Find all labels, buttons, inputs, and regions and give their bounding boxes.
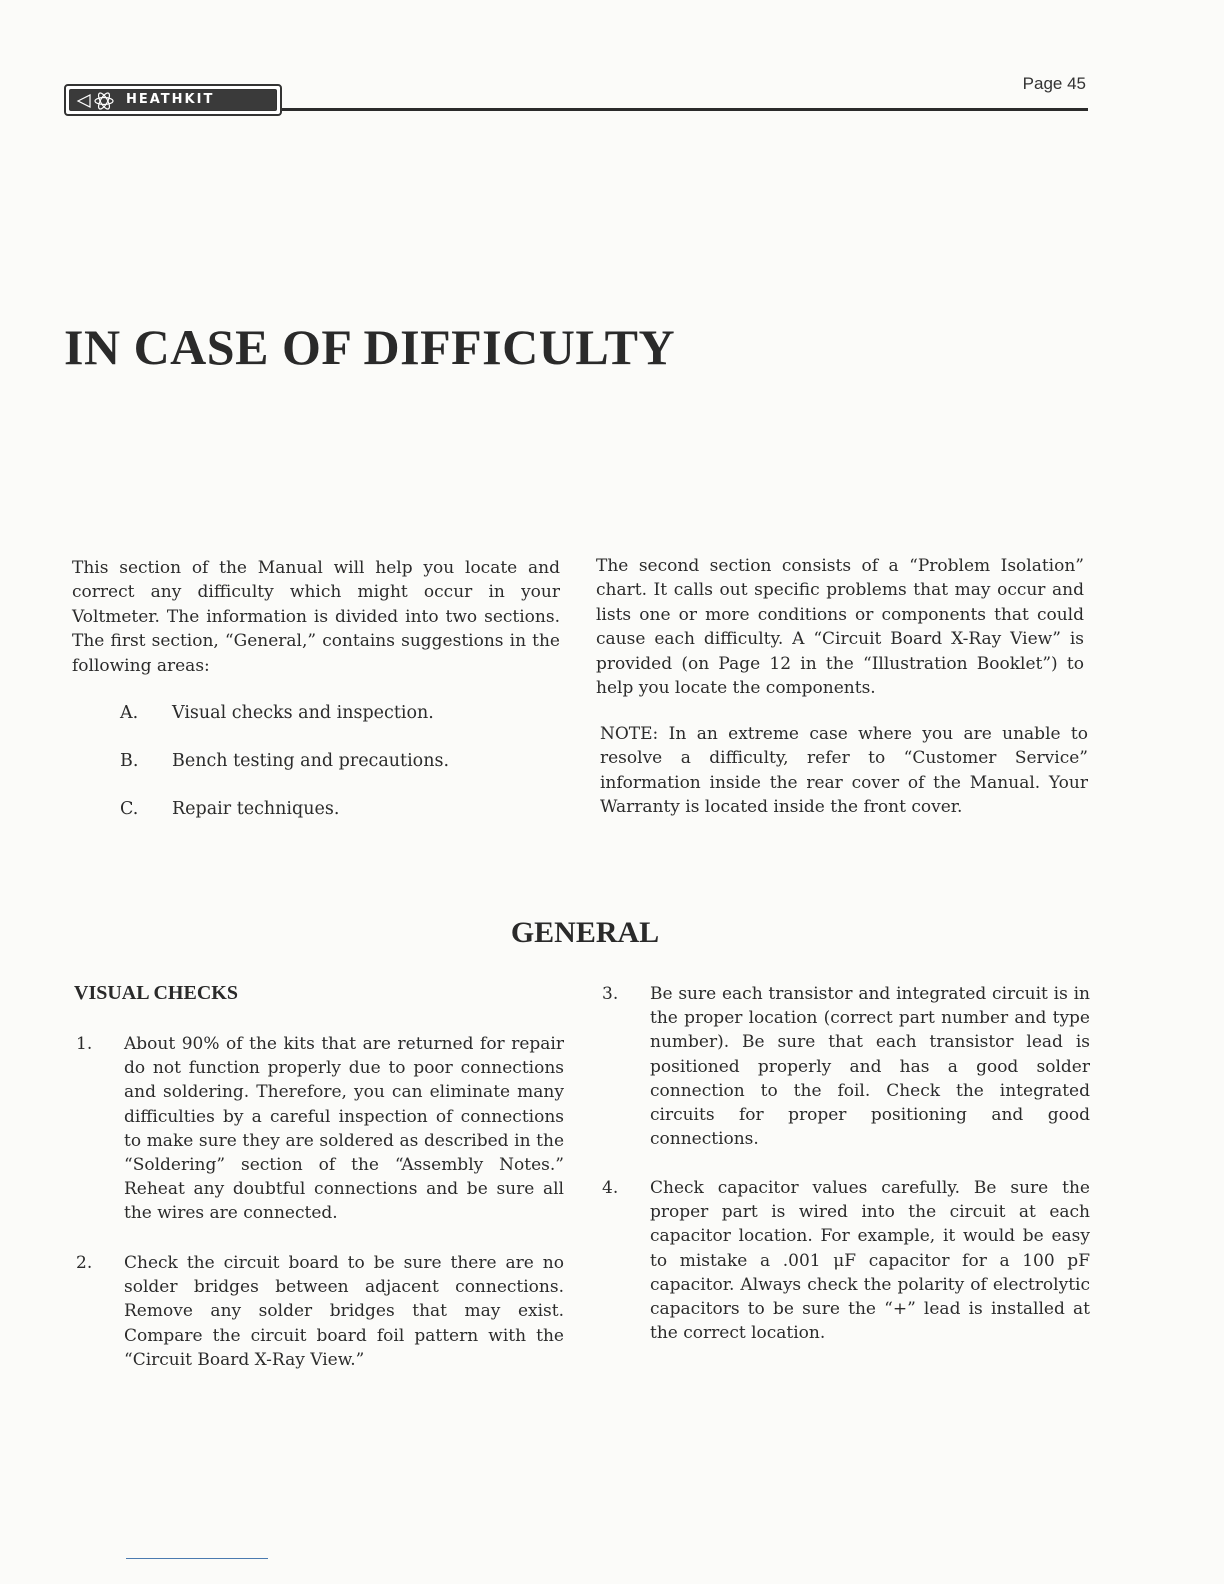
- item-text: Check the circuit board to be sure there are no solder bridges between adjacent connections. Remove any solder bridges that may exist. Compare the circuit board foil pattern with the “Circuit Board X-Ray View.”: [124, 1253, 564, 1370]
- heathkit-logo: [64, 84, 282, 116]
- logo-text: HEATHKIT: [126, 92, 215, 107]
- page-title: IN CASE OF DIFFICULTY: [64, 319, 676, 375]
- area-text: Repair techniques.: [172, 799, 340, 819]
- footer-rule: [126, 1558, 268, 1559]
- item-text: Check capacitor values carefully. Be sure the proper part is wired into the circuit at each capacitor location. For example, it would be easy to mistake a .001 μF capacitor for a 100 pF capacitor. Always check the polarity of electrolytic capacitors to be sure the “+” lead is installed at the correct location.: [650, 1178, 1090, 1344]
- area-letter: A.: [120, 703, 139, 723]
- intro-left-paragraph: This section of the Manual will help you locate and correct any difficulty which might occur in your Voltmeter. The information is divided into two sections. The first section, “General,” contains suggestions in the following areas:: [72, 558, 560, 676]
- atom-icon: [76, 92, 120, 110]
- subheading-visual-checks: VISUAL CHECKS: [74, 982, 238, 1004]
- item-number: 4.: [602, 1178, 619, 1198]
- item-text: About 90% of the kits that are returned for repair do not function properly due to poor connections and soldering. Therefore, you can eliminate many difficulties by a careful inspection of connections to make sure they are soldered as described in the “Soldering” section of the “Assembly Notes.” Reheat any doubtful connections and be sure all the wires are connected.: [124, 1034, 564, 1224]
- item-number: 2.: [76, 1253, 93, 1273]
- area-text: Visual checks and inspection.: [172, 703, 434, 723]
- intro-right-paragraph: The second section consists of a “Problem Isolation” chart. It calls out specific problems that may occur and lists one or more conditions or components that could cause each difficulty. A “Circuit Board X-Ray View” is provided (on Page 12 in the “Illustration Booklet”) to help you locate the components.: [596, 556, 1084, 699]
- customer-service-note: NOTE: In an extreme case where you are unable to resolve a difficulty, refer to “Customer Service” information inside the rear cover of the Manual. Your Warranty is located inside the front cover.: [600, 724, 1088, 818]
- item-number: 3.: [602, 984, 619, 1004]
- header-rule: [282, 108, 1088, 111]
- area-letter: B.: [120, 751, 139, 771]
- area-letter: C.: [120, 799, 139, 819]
- section-heading-general: GENERAL: [510, 916, 660, 949]
- page-number: Page 45: [1022, 74, 1086, 93]
- item-number: 1.: [76, 1034, 93, 1054]
- logo-band: [69, 89, 277, 111]
- item-text: Be sure each transistor and integrated circuit is in the proper location (correct part number and type number). Be sure that each transistor lead is positioned properly and has a good solder connection to the foil. Check the integrated circuits for proper positioning and good connections.: [650, 984, 1090, 1150]
- area-text: Bench testing and precautions.: [172, 751, 450, 771]
